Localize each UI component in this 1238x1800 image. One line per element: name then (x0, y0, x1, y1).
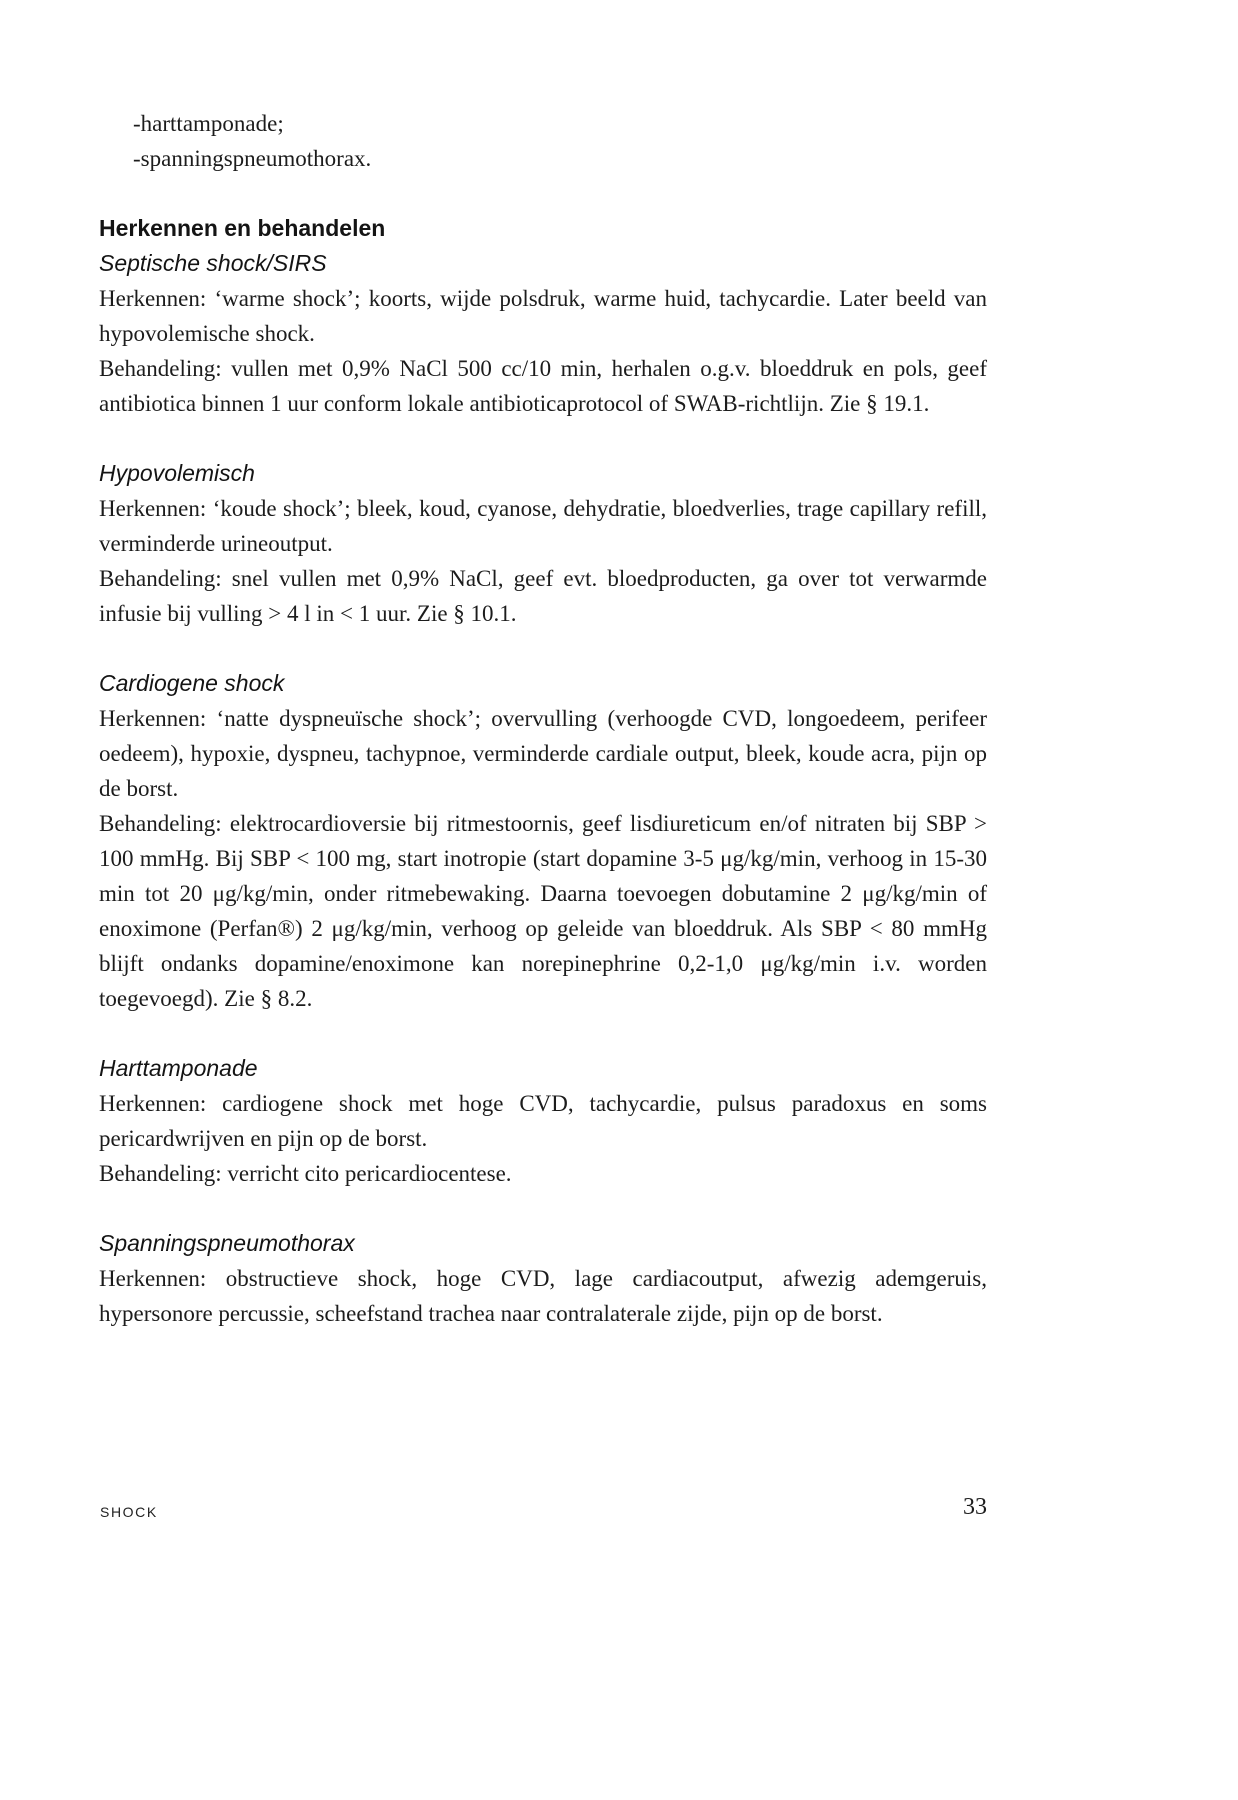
paragraph-herkennen: Herkennen: ‘natte dyspneuïsche shock’; overvulling (verhoogde CVD, longoedeem, perifeer oedeem), hypoxie, dyspneu, tachypnoe, verminderde cardiale output, bleek, koude acra, pijn op de borst. (99, 706, 987, 801)
section-cardiogene-shock (99, 666, 987, 1016)
subsection-title: Harttamponade (99, 1055, 258, 1081)
list-item-text: spanningspneumothorax. (140, 146, 372, 171)
paragraph-herkennen: Herkennen: obstructieve shock, hoge CVD, lage cardiacoutput, afwezig ademgeruis, hypersonore percussie, scheefstand trachea naar contralaterale zijde, pijn op de borst. (99, 1266, 987, 1326)
page-number: 33 (963, 1494, 987, 1520)
list-item (99, 106, 987, 141)
list-item-text: harttamponade; (140, 111, 284, 136)
bullet-list (99, 106, 987, 176)
dash-marker: - (133, 146, 141, 171)
section-spanningspneumothorax (99, 1226, 987, 1331)
subsection-title: Septische shock/SIRS (99, 250, 327, 276)
subsection-title: Spanningspneumothorax (99, 1230, 355, 1256)
section-hypovolemisch (99, 456, 987, 631)
section-harttamponade (99, 1051, 987, 1191)
subsection-title: Hypovolemisch (99, 460, 255, 486)
page-content (99, 106, 987, 1331)
paragraph-herkennen: Herkennen: ‘warme shock’; koorts, wijde polsdruk, warme huid, tachycardie. Later beeld van hypovolemische shock. (99, 286, 987, 346)
subsection-title: Cardiogene shock (99, 670, 285, 696)
running-footer-title: SHOCK (100, 1504, 158, 1520)
list-item (99, 141, 987, 176)
section-heading: Herkennen en behandelen (99, 215, 386, 241)
paragraph-behandeling: Behandeling: snel vullen met 0,9% NaCl, geef evt. bloedproducten, ga over tot verwarmde infusie bij vulling > 4 l in < 1 uur. Zie § 10.1. (99, 566, 987, 626)
dash-marker: - (133, 111, 141, 136)
paragraph-behandeling: Behandeling: vullen met 0,9% NaCl 500 cc/10 min, herhalen o.g.v. bloeddruk en pols, geef antibiotica binnen 1 uur conform lokale antibioticaprotocol of SWAB-richtlijn. Zie § 19.1. (99, 356, 987, 416)
paragraph-herkennen: Herkennen: ‘koude shock’; bleek, koud, cyanose, dehydratie, bloedverlies, trage capillary refill, verminderde urineoutput. (99, 496, 987, 556)
section-septische-shock (99, 246, 987, 421)
paragraph-herkennen: Herkennen: cardiogene shock met hoge CVD, tachycardie, pulsus paradoxus en soms pericardwrijven en pijn op de borst. (99, 1091, 987, 1151)
paragraph-behandeling: Behandeling: elektrocardioversie bij ritmestoornis, geef lisdiureticum en/of nitraten bij SBP > 100 mmHg. Bij SBP < 100 mg, start inotropie (start dopamine 3-5 μg/kg/min, verhoog in 15-30 min tot 20 μg/kg/min, onder ritmebewaking. Daarna toevoegen dobutamine 2 μg/kg/min of enoximone (Perfan®) 2 μg/kg/min, verhoog op geleide van bloeddruk. Als SBP < 80 mmHg blijft ondanks dopamine/enoximone kan norepinephrine 0,2-1,0 μg/kg/min i.v. worden toegevoegd). Zie § 8.2. (99, 811, 987, 1011)
paragraph-behandeling: Behandeling: verricht cito pericardiocentese. (99, 1161, 512, 1186)
